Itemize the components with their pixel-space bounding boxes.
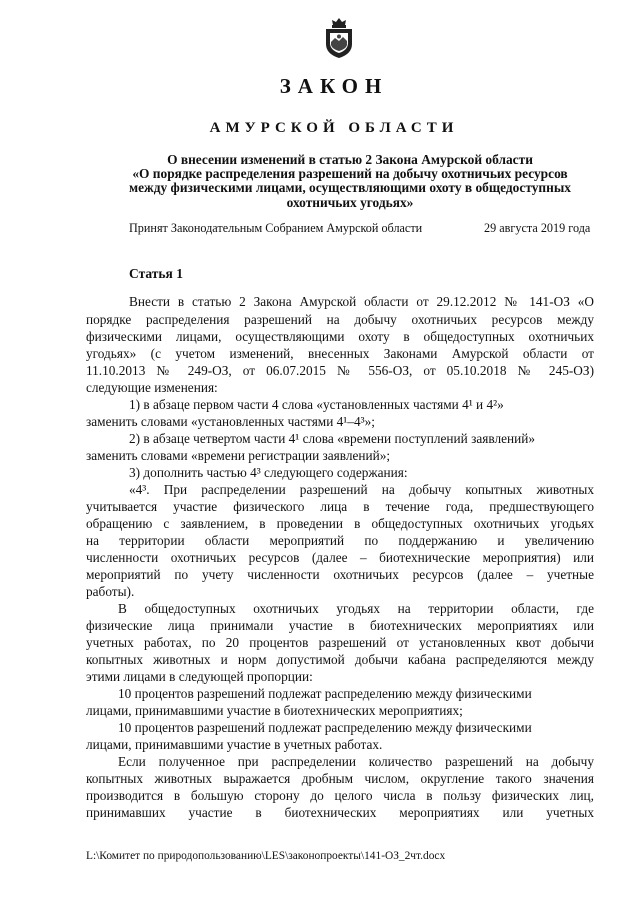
region-title: АМУРСКОЙ ОБЛАСТИ xyxy=(209,120,459,136)
body-line: 3) дополнить частью 4³ следующего содержания: xyxy=(129,465,408,480)
body-line: производится в большую сторону до целого числа в пользу физических лиц, xyxy=(86,788,594,803)
body-line: копытных животных и норм допустимой добычи кабана распределяются между xyxy=(86,652,594,667)
body-line: 2) в абзаце четвертом части 4¹ слова «времени поступлений заявлений» xyxy=(129,431,535,446)
body-line: численности охотничьих ресурсов (далее – биотехнические мероприятия) или xyxy=(86,550,594,565)
subtitle-line: «О порядке распределения разрешений на добычу охотничьих ресурсов xyxy=(132,166,568,181)
body-line: учетных работах, по 20 процентов разрешений от установленных квот добычи xyxy=(86,635,594,650)
body-line: порядке распределения разрешений на добычу охотничьих ресурсов между xyxy=(86,312,594,327)
body-line: принимавших участие в биотехнических мероприятиях или учетных xyxy=(86,805,594,820)
body-line: этими лицами в следующей пропорции: xyxy=(86,669,313,684)
body-line: заменить словами «времени регистрации заявлений»; xyxy=(86,448,391,463)
coat-of-arms-icon xyxy=(322,16,356,60)
body-line: 1) в абзаце первом части 4 слова «установленных частями 4¹ и 4²» xyxy=(129,397,504,412)
body-line: лицами, принимавшими участие в учетных работах. xyxy=(86,737,383,752)
body-line: на территории области мероприятий по поддержанию и увеличению xyxy=(86,533,594,548)
body-line: 11.10.2013 № 249-ОЗ, от 06.07.2015 № 556-ОЗ, от 05.10.2018 № 245-ОЗ) xyxy=(86,363,594,378)
body-line: копытных животных выражается дробным числом, округление такого значения xyxy=(86,771,594,786)
body-line: В общедоступных охотничьих угодьях на территории области, где xyxy=(118,601,594,616)
body-line: работы). xyxy=(86,584,135,599)
body-line: физическими лицами, осуществляющими охоту в общедоступных охотничьих xyxy=(86,329,594,344)
law-title: ЗАКОН xyxy=(279,74,389,98)
subtitle-line: О внесении изменений в статью 2 Закона Амурской области xyxy=(167,152,533,167)
body-line: угодьях» (с учетом изменений, внесенных Законами Амурской области от xyxy=(86,346,594,361)
adopted-by: Принят Законодательным Собранием Амурской области xyxy=(129,221,423,235)
subtitle-line: охотничьих угодьях» xyxy=(286,195,414,210)
body-line: 10 процентов разрешений подлежат распределению между физическими xyxy=(118,720,532,735)
body-line: обращению с заявлением, в проведении в общедоступных охотничьих угодьях xyxy=(86,516,594,531)
body-line: 10 процентов разрешений подлежат распределению между физическими xyxy=(118,686,532,701)
body-line: физические лица принимали участие в биотехнических мероприятиях или xyxy=(86,618,594,633)
article-heading: Статья 1 xyxy=(129,266,183,281)
body-line: Если полученное при распределении количество разрешений на добычу xyxy=(118,754,594,769)
body-line: лицами, принимавшими участие в биотехнических мероприятиях; xyxy=(86,703,463,718)
body-line: заменить словами «установленных частями 4¹–4³»; xyxy=(86,414,375,429)
body-line: мероприятий по учету численности охотничьих ресурсов (далее – учетные xyxy=(86,567,594,582)
file-path-footer: L:\Комитет по природопользованию\LES\законопроекты\141-ОЗ_2чт.docx xyxy=(86,850,446,862)
body-line: учитывается участие физического лица в течение года, предшествующего xyxy=(86,499,594,514)
body-line: следующие изменения: xyxy=(86,380,218,395)
adopted-date: 29 августа 2019 года xyxy=(484,221,591,235)
body-line: «4³. При распределении разрешений на добычу копытных животных xyxy=(129,482,594,497)
body-line: Внести в статью 2 Закона Амурской области от 29.12.2012 № 141-ОЗ «О xyxy=(129,294,594,309)
subtitle-line: между физическими лицами, осуществляющими охоту в общедоступных xyxy=(128,180,572,195)
